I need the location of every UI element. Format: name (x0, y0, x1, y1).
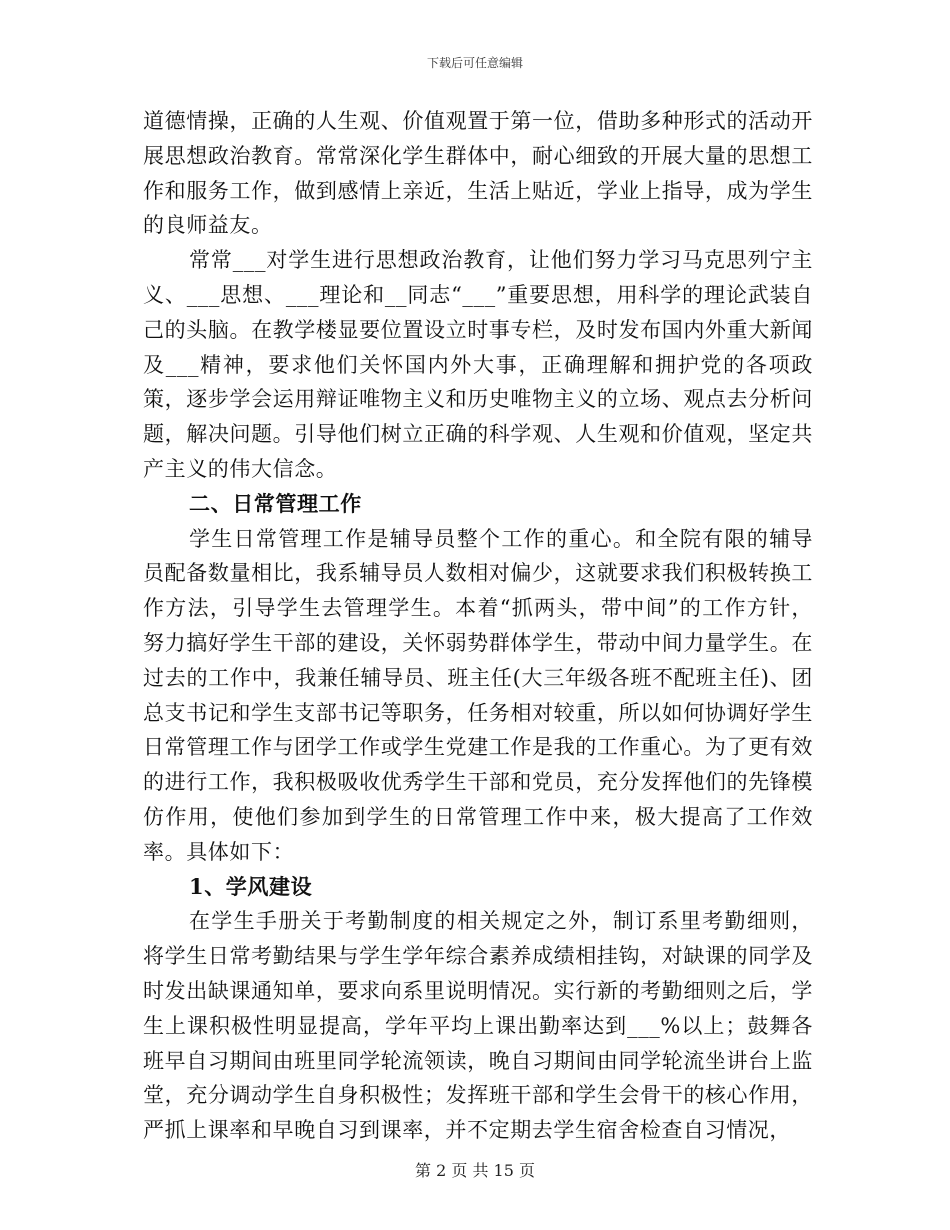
page-header: 下载后可任意编辑 (426, 56, 523, 70)
page-footer: 第 2 页 共 15 页 (415, 1161, 535, 1180)
paragraph-study-style: 在学生手册关于考勤制度的相关规定之外，制订系里考勤细则，将学生日常考勤结果与学生学年综合素养成绩相挂钩，对缺课的同学及时发出缺课通知单，要求向系里说明情况。实行新的考勤细则之后，学生上课积极性明显提高，学年平均上课出勤率达到___%以上；鼓舞各班早自习期间由班里同学轮流领读，晚自习期间由同学轮流坐讲台上监堂，充分调动学生自身积极性；发挥班干部和学生会骨干的核心作用，严抓上课率和早晚自习到课率，并不定期去学生宿舍检查自习情况， (143, 909, 813, 1143)
document-body (143, 104, 813, 1148)
section-heading-daily-management: 二、日常管理工作 (189, 490, 362, 516)
paragraph-political-education: 常常___对学生进行思想政治教育，让他们努力学习马克思列宁主义、___思想、___理论和__同志“___”重要思想，用科学的理论武装自己的头脑。在教学楼显要位置设立时事专栏，及时发布国内外重大新闻及___精神，要求他们关怀国内外大事，正确理解和拥护党的各项政策，逐步学会运用辩证唯物主义和历史唯物主义的立场、观点去分析问题，解决问题。引导他们树立正确的科学观、人生观和价值观，坚定共产主义的伟大信念。 (143, 248, 813, 481)
paragraph-moral-education: 道德情操，正确的人生观、价值观置于第一位，借助多种形式的活动开展思想政治教育。常常深化学生群体中，耐心细致的开展大量的思想工作和服务工作，做到感情上亲近，生活上贴近，学业上指导，成为学生的良师益友。 (143, 109, 813, 238)
paragraph-daily-management: 学生日常管理工作是辅导员整个工作的重心。和全院有限的辅导员配备数量相比，我系辅导员人数相对偏少，这就要求我们积极转换工作方法，引导学生去管理学生。本着“抓两头，带中间”的工作方针，努力搞好学生干部的建设，关怀弱势群体学生，带动中间力量学生。在过去的工作中，我兼任辅导员、班主任(大三年级各班不配班主任)、团总支书记和学生支部书记等职务，任务相对较重，所以如何协调好学生日常管理工作与团学工作或学生党建工作是我的工作重心。为了更有效的进行工作，我积极吸收优秀学生干部和党员，充分发挥他们的先锋模仿作用，使他们参加到学生的日常管理工作中来，极大提高了工作效率。具体如下： (143, 526, 813, 864)
subsection-heading-study-style: 1、学风建设 (189, 873, 313, 899)
